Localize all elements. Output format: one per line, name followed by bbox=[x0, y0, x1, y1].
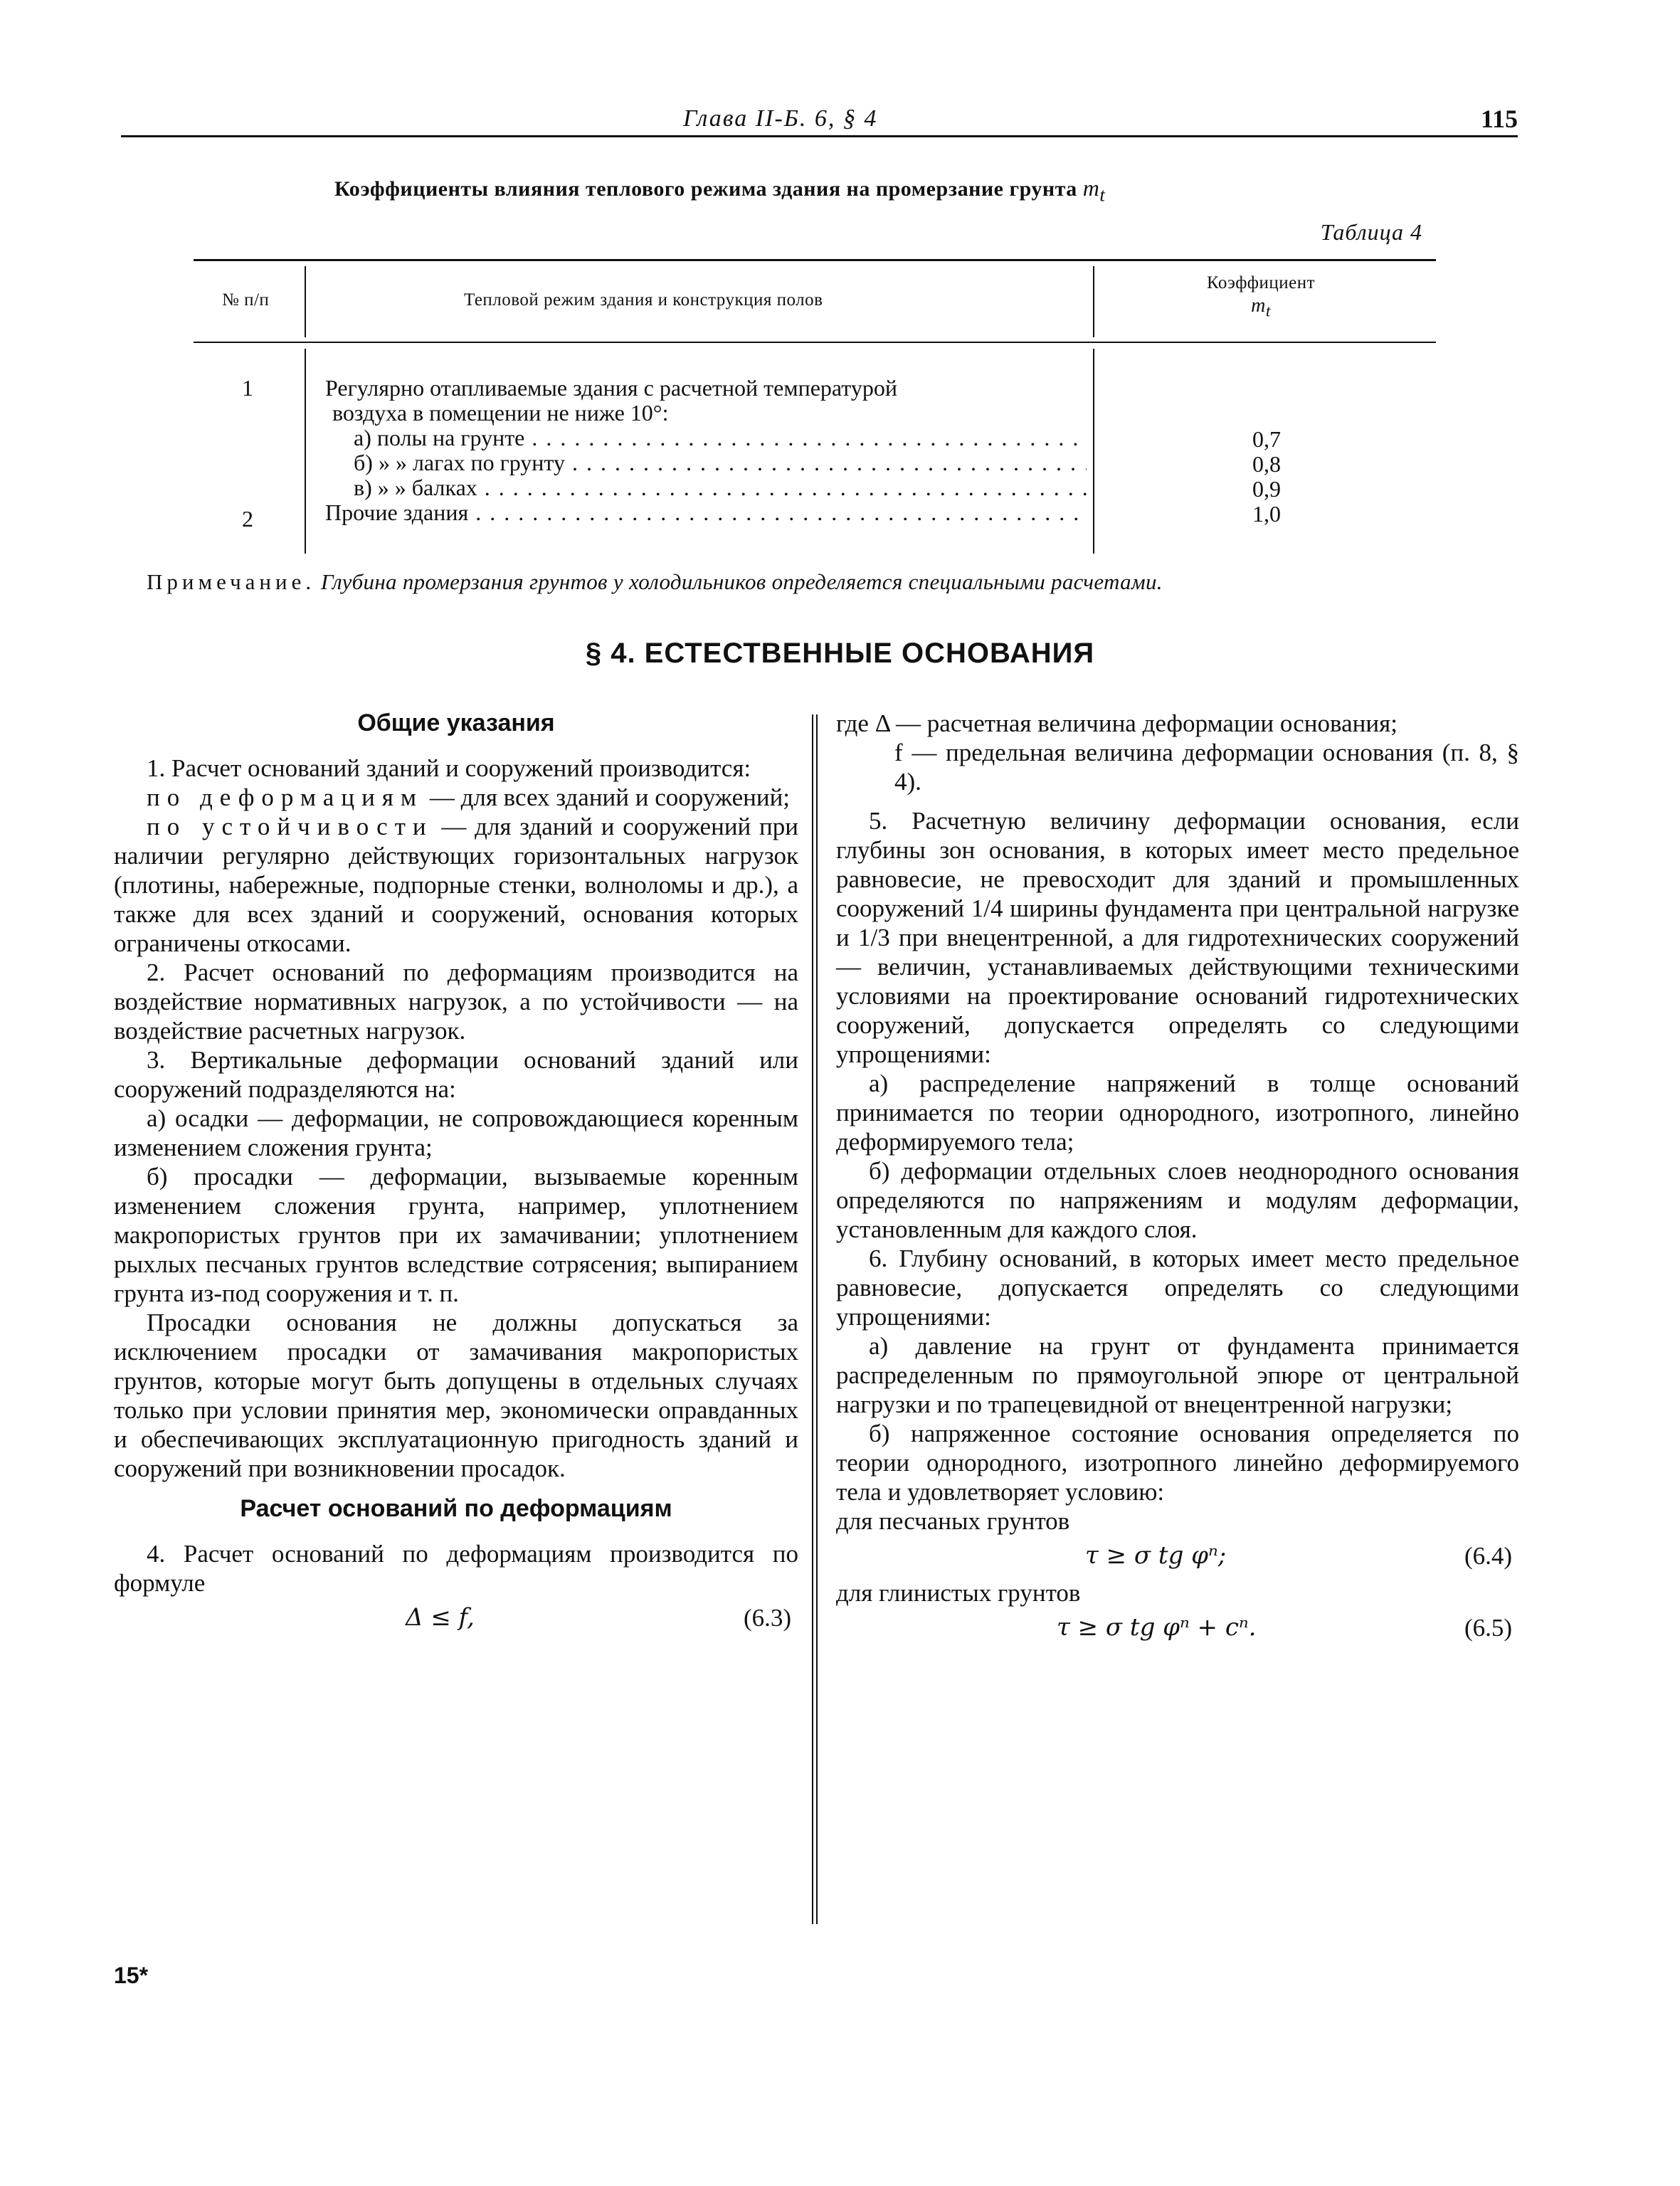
table-caption bbox=[334, 175, 1105, 206]
subhead-deformation: Расчет оснований по деформациям bbox=[240, 1495, 672, 1522]
running-title: Глава II-Б. 6, § 4 bbox=[683, 105, 878, 132]
paragraph-2: 2. Расчет оснований по деформациям производится на воздействие нормативных нагрузок, а по устойчивости — на воздействие расчетных нагрузок. bbox=[114, 959, 798, 1045]
row-1-line-1: Регулярно отапливаемые здания с расчетной температурой bbox=[325, 376, 897, 401]
table-number: Таблица 4 bbox=[1320, 219, 1422, 245]
section-title: § 4. ЕСТЕСТВЕННЫЕ ОСНОВАНИЯ bbox=[585, 638, 1095, 669]
header-coefficient: Коэффициент $m_t$ bbox=[1206, 273, 1316, 321]
table-caption-symbol: $m_t$ bbox=[1082, 175, 1106, 206]
table-note bbox=[147, 569, 1163, 595]
table-header-rule bbox=[194, 342, 1436, 343]
header-description: Тепловой режим здания и конструкция полов bbox=[464, 290, 823, 310]
header-number: № п/п bbox=[222, 290, 270, 310]
value-a: 0,7 bbox=[1252, 426, 1281, 452]
table-descriptions bbox=[325, 376, 1087, 525]
value-c: 0,9 bbox=[1252, 476, 1281, 502]
row-2-text: Прочие здания . . . bbox=[325, 500, 1087, 525]
column-divider bbox=[812, 714, 813, 1924]
formula-6-3: Δ ≤ f, (6.3) bbox=[406, 1603, 791, 1632]
column-divider-2 bbox=[816, 714, 818, 1924]
paragraph-4: 4. Расчет оснований по деформациям производится по формуле bbox=[114, 1540, 798, 1597]
paragraph-1b: по устойчивости — для зданий и сооружений при наличии регулярно действующих горизонтальных нагрузок (плотины, набережные, подпорные стенки, волноломы и др.), а также для всех зданий и сооружений, основания которых ограничены откосами. bbox=[114, 813, 798, 957]
paragraph-6a: а) давление на грунт от фундамента принимается распределенным по прямоугольной эпюре от центральной нагрузки и по трапецевидной от внецентренной нагрузки; bbox=[836, 1332, 1519, 1418]
left-column bbox=[114, 709, 798, 1640]
paragraph-3b: б) просадки — деформации, вызываемые коренным изменением сложения грунта, например, уплотнением макропористых грунтов при их замачивании; уплотнением рыхлых песчаных грунтов вследствие сотрясения; выпиранием грунта из-под сооружения и т. п. bbox=[114, 1163, 798, 1307]
sand-label: для песчаных грунтов bbox=[836, 1507, 1070, 1535]
paragraph-1: 1. Расчет оснований зданий и сооружений производится: bbox=[147, 754, 751, 782]
value-other: 1,0 bbox=[1252, 501, 1281, 527]
paragraph-5: 5. Расчетную величину деформации основания, если глубины зон основания, в которых имеет место предельное равновесие, не превосходит для зданий и промышленных сооружений 1/4 ширины фундамента при центральной нагрузке и 1/3 при внецентренной, а для гидротехнических сооружений — величин, устанавливаемых действующими техническими условиями на проектирование оснований гидротехнических сооружений, допускается определять со следующими упрощениями: bbox=[836, 807, 1519, 1068]
formula-6-5: τ ≥ σ tg φⁿ + cⁿ. (6.5) bbox=[1057, 1613, 1512, 1642]
paragraph-3a: а) осадки — деформации, не сопровождающиеся коренным изменением сложения грунта; bbox=[114, 1104, 798, 1161]
coefficient-table bbox=[194, 259, 1436, 559]
page-number: 115 bbox=[1480, 105, 1518, 133]
row-2-number: 2 bbox=[242, 506, 253, 532]
where-delta: где Δ — расчетная величина деформации основания; bbox=[836, 709, 1398, 737]
paragraph-5a: а) распределение напряжений в толще оснований принимается по теории однородного, изотропного, линейно деформируемого тела; bbox=[836, 1070, 1519, 1156]
value-b: 0,8 bbox=[1252, 451, 1281, 477]
table-caption-text: Коэффициенты влияния теплового режима здания на промерзание грунта bbox=[334, 177, 1077, 201]
row-1-line-2: воздуха в помещении не ниже 10°: bbox=[332, 401, 669, 426]
coefficient-values bbox=[1224, 427, 1309, 527]
row-1-item-a: а) полы на грунте . . . bbox=[325, 426, 1087, 450]
signature-mark: 15* bbox=[114, 1963, 149, 1988]
row-1-item-c: в) » » балках . . . bbox=[325, 475, 1087, 500]
paragraph-1a: по деформациям — для всех зданий и сооружений; bbox=[147, 783, 791, 811]
paragraph-6b: б) напряженное состояние основания определяется по теории однородного, изотропного линейно деформируемого тела и удовлетворяет условию: bbox=[836, 1420, 1519, 1506]
table-top-rule bbox=[194, 259, 1436, 261]
row-1-number: 1 bbox=[242, 375, 253, 401]
paragraph-5b: б) деформации отдельных слоев неоднородного основания определяются по напряжениям и модулям деформации, установленным для каждого слоя. bbox=[836, 1157, 1519, 1243]
note-label: Примечание. bbox=[147, 569, 316, 594]
subhead-general: Общие указания bbox=[357, 709, 555, 736]
paragraph-3c: Просадки основания не должны допускаться за исключением просадки от замачивания макропористых грунтов, которые могут быть допущены в отдельных случаях только при условии принятия мер, экономически оправданных и обеспечивающих эксплуатационную пригодность зданий и сооружений при возникновении просадок. bbox=[114, 1309, 798, 1482]
row-1-item-b: б) » » лагах по грунту . . . bbox=[325, 450, 1087, 475]
paragraph-6: 6. Глубину оснований, в которых имеет место предельное равновесие, допускается определять со следующими упрощениями: bbox=[836, 1245, 1519, 1331]
header-rule bbox=[121, 135, 1518, 137]
where-f: f — предельная величина деформации основания (п. 8, § 4). bbox=[894, 739, 1519, 796]
clay-label: для глинистых грунтов bbox=[836, 1579, 1081, 1607]
right-column bbox=[836, 709, 1519, 1650]
formula-6-4: τ ≥ σ tg φⁿ; (6.4) bbox=[1085, 1541, 1512, 1570]
paragraph-3: 3. Вертикальные деформации оснований зданий или сооружений подразделяются на: bbox=[114, 1046, 798, 1103]
note-text: Глубина промерзания грунтов у холодильников определяется специальными расчетами. bbox=[320, 569, 1163, 594]
